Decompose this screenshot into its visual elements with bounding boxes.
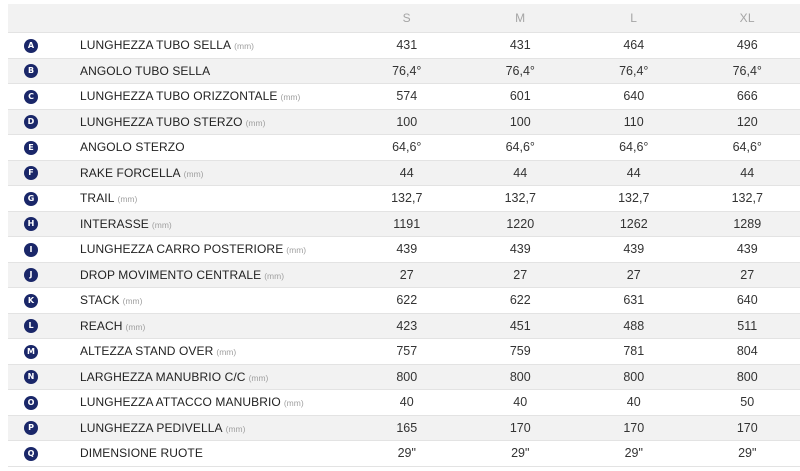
size-value-cell: 76,4° bbox=[464, 58, 578, 84]
size-value-cell: 64,6° bbox=[691, 135, 800, 161]
size-value-cell: 574 bbox=[350, 84, 464, 110]
size-value-cell: 800 bbox=[691, 364, 800, 390]
row-letter-cell bbox=[8, 186, 80, 212]
size-value-cell: 50 bbox=[691, 390, 800, 416]
table-row bbox=[8, 441, 800, 467]
row-letter-cell bbox=[8, 288, 80, 314]
table-row bbox=[8, 288, 800, 314]
size-value-cell: 439 bbox=[577, 237, 691, 263]
size-value-cell: 44 bbox=[691, 160, 800, 186]
size-value-cell: 110 bbox=[577, 109, 691, 135]
measure-name: DIMENSIONE RUOTE bbox=[80, 446, 203, 461]
measure-name: ANGOLO STERZO bbox=[80, 140, 185, 155]
measure-unit: (mm) bbox=[151, 219, 172, 230]
measure-name-cell bbox=[80, 390, 350, 416]
size-value-cell: 44 bbox=[577, 160, 691, 186]
measure-name: LUNGHEZZA TUBO STERZO bbox=[80, 114, 243, 129]
table-row bbox=[8, 84, 800, 110]
measure-unit: (mm) bbox=[234, 41, 254, 52]
measure-name: STACK bbox=[80, 293, 120, 308]
size-value-cell: 170 bbox=[577, 415, 691, 441]
header-size-xl: XL bbox=[691, 4, 800, 33]
measure-name: DROP MOVIMENTO CENTRALE bbox=[80, 267, 262, 282]
measure-name-cell bbox=[80, 211, 350, 237]
size-value-cell: 464 bbox=[577, 33, 691, 59]
measure-name-cell bbox=[80, 84, 350, 110]
table-row bbox=[8, 313, 800, 339]
header-size-l: L bbox=[577, 4, 691, 33]
header-blank-cell bbox=[8, 4, 80, 33]
measure-name: ANGOLO TUBO SELLA bbox=[80, 63, 211, 78]
size-value-cell: 44 bbox=[464, 160, 578, 186]
size-value-cell: 44 bbox=[350, 160, 464, 186]
size-value-cell: 64,6° bbox=[350, 135, 464, 161]
measure-name-cell bbox=[80, 237, 350, 263]
row-letter-cell bbox=[8, 33, 80, 59]
measure-unit: (mm) bbox=[264, 270, 285, 281]
size-value-cell: 640 bbox=[691, 288, 800, 314]
size-value-cell: 601 bbox=[464, 84, 578, 110]
row-letter-cell bbox=[8, 160, 80, 186]
measure-name-cell bbox=[80, 262, 350, 288]
size-value-cell: 100 bbox=[350, 109, 464, 135]
size-value-cell: 29" bbox=[350, 441, 464, 467]
measure-letter-badge: K bbox=[24, 294, 38, 308]
size-value-cell: 76,4° bbox=[577, 58, 691, 84]
size-value-cell: 29" bbox=[691, 441, 800, 467]
measure-name: LUNGHEZZA PEDIVELLA bbox=[80, 420, 223, 435]
size-value-cell: 170 bbox=[464, 415, 578, 441]
measure-name: LUNGHEZZA TUBO ORIZZONTALE bbox=[80, 89, 278, 104]
measure-name-cell bbox=[80, 160, 350, 186]
measure-letter-badge: P bbox=[24, 421, 38, 435]
table-row bbox=[8, 262, 800, 288]
size-value-cell: 622 bbox=[350, 288, 464, 314]
table-row bbox=[8, 109, 800, 135]
table-row bbox=[8, 58, 800, 84]
table-row bbox=[8, 135, 800, 161]
header-size-s: S bbox=[350, 4, 464, 33]
table-row bbox=[8, 186, 800, 212]
size-value-cell: 29" bbox=[464, 441, 578, 467]
measure-unit: (mm) bbox=[248, 372, 269, 383]
size-value-cell: 27 bbox=[464, 262, 578, 288]
header-blank-cell bbox=[80, 4, 350, 33]
measure-unit: (mm) bbox=[225, 423, 246, 434]
size-value-cell: 759 bbox=[464, 339, 578, 365]
table-row bbox=[8, 211, 800, 237]
measure-name: LUNGHEZZA TUBO SELLA bbox=[80, 38, 232, 53]
size-value-cell: 100 bbox=[464, 109, 578, 135]
measure-name-cell bbox=[80, 441, 350, 467]
measure-name-cell bbox=[80, 135, 350, 161]
size-value-cell: 40 bbox=[350, 390, 464, 416]
measure-letter-badge: A bbox=[24, 39, 38, 53]
size-value-cell: 640 bbox=[577, 84, 691, 110]
measure-name: TRAIL bbox=[80, 191, 115, 206]
table-row bbox=[8, 364, 800, 390]
measure-letter-badge: I bbox=[24, 243, 38, 257]
size-value-cell: 439 bbox=[691, 237, 800, 263]
measure-letter-badge: N bbox=[24, 370, 38, 384]
table-body bbox=[8, 33, 800, 467]
row-letter-cell bbox=[8, 441, 80, 467]
measure-name: REACH bbox=[80, 318, 123, 333]
size-value-cell: 165 bbox=[350, 415, 464, 441]
measure-name-cell bbox=[80, 415, 350, 441]
row-letter-cell bbox=[8, 262, 80, 288]
size-value-cell: 800 bbox=[350, 364, 464, 390]
table-row bbox=[8, 339, 800, 365]
size-value-cell: 40 bbox=[577, 390, 691, 416]
size-value-cell: 800 bbox=[464, 364, 578, 390]
measure-name: ALTEZZA STAND OVER bbox=[80, 344, 214, 359]
measure-letter-badge: J bbox=[24, 268, 38, 282]
size-value-cell: 1191 bbox=[350, 211, 464, 237]
size-value-cell: 439 bbox=[464, 237, 578, 263]
row-letter-cell bbox=[8, 390, 80, 416]
size-value-cell: 132,7 bbox=[464, 186, 578, 212]
measure-unit: (mm) bbox=[245, 117, 266, 128]
measure-letter-badge: G bbox=[24, 192, 38, 206]
table-row bbox=[8, 160, 800, 186]
size-value-cell: 132,7 bbox=[577, 186, 691, 212]
measure-name-cell bbox=[80, 288, 350, 314]
measure-letter-badge: E bbox=[24, 141, 38, 155]
size-value-cell: 120 bbox=[691, 109, 800, 135]
row-letter-cell bbox=[8, 339, 80, 365]
row-letter-cell bbox=[8, 415, 80, 441]
size-value-cell: 511 bbox=[691, 313, 800, 339]
measure-letter-badge: C bbox=[24, 90, 38, 104]
size-value-cell: 40 bbox=[464, 390, 578, 416]
size-value-cell: 804 bbox=[691, 339, 800, 365]
row-letter-cell bbox=[8, 84, 80, 110]
measure-letter-badge: F bbox=[24, 166, 38, 180]
measure-letter-badge: L bbox=[24, 319, 38, 333]
size-value-cell: 132,7 bbox=[350, 186, 464, 212]
size-value-cell: 29" bbox=[577, 441, 691, 467]
measure-unit: (mm) bbox=[216, 347, 237, 358]
measure-name-cell bbox=[80, 364, 350, 390]
measure-unit: (mm) bbox=[117, 194, 138, 205]
measure-letter-badge: D bbox=[24, 115, 38, 129]
size-value-cell: 800 bbox=[577, 364, 691, 390]
measure-unit: (mm) bbox=[125, 321, 146, 332]
size-value-cell: 27 bbox=[577, 262, 691, 288]
measure-letter-badge: O bbox=[24, 396, 38, 410]
size-value-cell: 76,4° bbox=[350, 58, 464, 84]
measure-name: LARGHEZZA MANUBRIO C/C bbox=[80, 369, 246, 384]
measure-name: LUNGHEZZA ATTACCO MANUBRIO bbox=[80, 395, 281, 410]
row-letter-cell bbox=[8, 58, 80, 84]
measure-unit: (mm) bbox=[286, 245, 307, 256]
size-value-cell: 666 bbox=[691, 84, 800, 110]
measure-letter-badge: M bbox=[24, 345, 38, 359]
measure-name: RAKE FORCELLA bbox=[80, 165, 181, 180]
size-value-cell: 622 bbox=[464, 288, 578, 314]
size-value-cell: 76,4° bbox=[691, 58, 800, 84]
size-value-cell: 64,6° bbox=[464, 135, 578, 161]
measure-letter-badge: H bbox=[24, 217, 38, 231]
size-value-cell: 1289 bbox=[691, 211, 800, 237]
row-letter-cell bbox=[8, 364, 80, 390]
measure-letter-badge: Q bbox=[24, 447, 38, 461]
row-letter-cell bbox=[8, 313, 80, 339]
measure-name-cell bbox=[80, 109, 350, 135]
size-value-cell: 170 bbox=[691, 415, 800, 441]
row-letter-cell bbox=[8, 237, 80, 263]
measure-unit: (mm) bbox=[283, 398, 304, 409]
row-letter-cell bbox=[8, 135, 80, 161]
measure-name-cell bbox=[80, 58, 350, 84]
measure-name-cell bbox=[80, 313, 350, 339]
size-value-cell: 781 bbox=[577, 339, 691, 365]
size-value-cell: 132,7 bbox=[691, 186, 800, 212]
measure-unit: (mm) bbox=[122, 296, 143, 307]
measure-name-cell bbox=[80, 186, 350, 212]
table-row bbox=[8, 33, 800, 59]
table-row bbox=[8, 415, 800, 441]
table-row bbox=[8, 237, 800, 263]
measure-name-cell bbox=[80, 339, 350, 365]
table-row bbox=[8, 390, 800, 416]
measure-name-cell bbox=[80, 33, 350, 59]
row-letter-cell bbox=[8, 211, 80, 237]
row-letter-cell bbox=[8, 109, 80, 135]
size-value-cell: 1220 bbox=[464, 211, 578, 237]
geometry-table bbox=[8, 4, 800, 467]
size-value-cell: 496 bbox=[691, 33, 800, 59]
size-value-cell: 423 bbox=[350, 313, 464, 339]
measure-name: INTERASSE bbox=[80, 216, 149, 231]
size-value-cell: 1262 bbox=[577, 211, 691, 237]
size-value-cell: 64,6° bbox=[577, 135, 691, 161]
measure-unit: (mm) bbox=[183, 168, 204, 179]
size-value-cell: 757 bbox=[350, 339, 464, 365]
measure-name: LUNGHEZZA CARRO POSTERIORE bbox=[80, 242, 284, 257]
size-value-cell: 27 bbox=[691, 262, 800, 288]
size-value-cell: 439 bbox=[350, 237, 464, 263]
header-size-m: M bbox=[464, 4, 578, 33]
measure-unit: (mm) bbox=[280, 92, 301, 103]
measure-letter-badge: B bbox=[24, 64, 38, 78]
size-value-cell: 451 bbox=[464, 313, 578, 339]
size-value-cell: 431 bbox=[350, 33, 464, 59]
size-value-cell: 488 bbox=[577, 313, 691, 339]
size-value-cell: 631 bbox=[577, 288, 691, 314]
size-value-cell: 27 bbox=[350, 262, 464, 288]
size-value-cell: 431 bbox=[464, 33, 578, 59]
table-header-row bbox=[8, 4, 800, 33]
